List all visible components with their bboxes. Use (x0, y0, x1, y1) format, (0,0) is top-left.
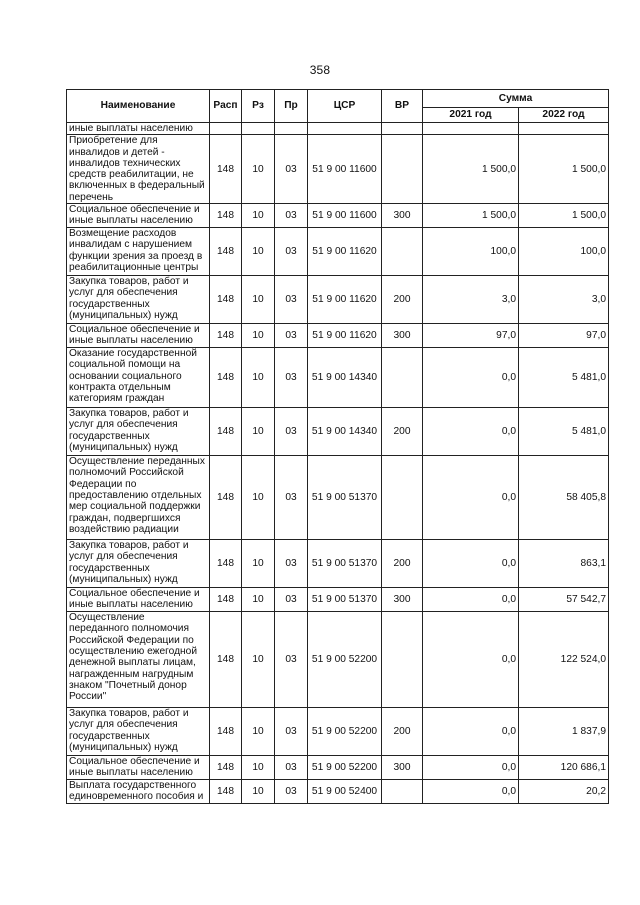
row-pr-cell: 03 (275, 612, 308, 708)
row-csr-cell: 51 9 00 52200 (308, 612, 382, 708)
row-2022-cell: 120 686,1 (519, 756, 609, 780)
row-name-cell: Осуществление переданного полномочия Российской Федерации по осуществлению ежегодной денежной выплаты лицам, награжденным нагрудным знаком "Почетный донор России" (67, 612, 210, 708)
row-rz-cell: 10 (242, 324, 275, 348)
row-2022-cell: 57 542,7 (519, 588, 609, 612)
header-rz: Рз (242, 90, 275, 123)
row-rz-cell: 10 (242, 708, 275, 756)
row-rasp-cell: 148 (210, 780, 242, 804)
row-pr-cell: 03 (275, 408, 308, 456)
row-vr-cell: 300 (382, 324, 423, 348)
row-rz-cell: 10 (242, 456, 275, 540)
row-csr-cell: 51 9 00 14340 (308, 408, 382, 456)
row-2021-cell: 97,0 (423, 324, 519, 348)
table-row (67, 228, 609, 276)
row-vr-cell (382, 348, 423, 408)
row-2021-cell: 1 500,0 (423, 135, 519, 204)
row-csr-cell: 51 9 00 11600 (308, 135, 382, 204)
table-row (67, 204, 609, 228)
row-rasp-cell: 148 (210, 324, 242, 348)
row-vr-cell: 300 (382, 756, 423, 780)
row-pr-cell: 03 (275, 228, 308, 276)
header-name: Наименование (67, 90, 210, 123)
row-pr-cell: 03 (275, 204, 308, 228)
header-rasp: Расп (210, 90, 242, 123)
table-body (67, 123, 609, 804)
row-name-cell: Социальное обеспечение и иные выплаты населению (67, 588, 210, 612)
row-name-cell: Социальное обеспечение и иные выплаты населению (67, 756, 210, 780)
row-pr-cell: 03 (275, 540, 308, 588)
table-row (67, 123, 609, 135)
row-name-cell: Закупка товаров, работ и услуг для обеспечения государственных (муниципальных) нужд (67, 408, 210, 456)
header-sum: Сумма (423, 90, 609, 108)
row-rasp-cell: 148 (210, 228, 242, 276)
row-rasp-cell: 148 (210, 756, 242, 780)
row-rz-cell: 10 (242, 276, 275, 324)
row-rz-cell (242, 123, 275, 135)
row-rasp-cell: 148 (210, 348, 242, 408)
row-rz-cell: 10 (242, 588, 275, 612)
row-rz-cell: 10 (242, 540, 275, 588)
table-row (67, 408, 609, 456)
row-2021-cell: 0,0 (423, 612, 519, 708)
table-row (67, 708, 609, 756)
row-pr-cell: 03 (275, 324, 308, 348)
row-2021-cell: 100,0 (423, 228, 519, 276)
table-row (67, 276, 609, 324)
row-vr-cell (382, 228, 423, 276)
row-2022-cell: 100,0 (519, 228, 609, 276)
row-2021-cell: 1 500,0 (423, 204, 519, 228)
row-2022-cell: 20,2 (519, 780, 609, 804)
row-2021-cell: 0,0 (423, 708, 519, 756)
row-csr-cell: 51 9 00 52400 (308, 780, 382, 804)
table-row (67, 612, 609, 708)
table-row (67, 324, 609, 348)
row-csr-cell: 51 9 00 11620 (308, 324, 382, 348)
row-vr-cell: 300 (382, 204, 423, 228)
page-number: 358 (309, 63, 331, 77)
row-pr-cell: 03 (275, 588, 308, 612)
row-2022-cell: 863,1 (519, 540, 609, 588)
row-pr-cell: 03 (275, 348, 308, 408)
row-rz-cell: 10 (242, 228, 275, 276)
table-row (67, 135, 609, 204)
row-vr-cell: 200 (382, 540, 423, 588)
row-2022-cell: 5 481,0 (519, 408, 609, 456)
row-pr-cell (275, 123, 308, 135)
row-2021-cell (423, 123, 519, 135)
header-pr: Пр (275, 90, 308, 123)
row-2021-cell: 0,0 (423, 348, 519, 408)
row-pr-cell: 03 (275, 708, 308, 756)
row-rasp-cell: 148 (210, 204, 242, 228)
table-row (67, 588, 609, 612)
row-vr-cell: 300 (382, 588, 423, 612)
row-csr-cell: 51 9 00 11600 (308, 204, 382, 228)
row-name-cell: Приобретение для инвалидов и детей - инвалидов технических средств реабилитации, не включенных в федеральный перечень (67, 135, 210, 204)
row-csr-cell: 51 9 00 14340 (308, 348, 382, 408)
row-name-cell: Оказание государственной социальной помощи на основании социального контракта отдельным категориям граждан (67, 348, 210, 408)
row-name-cell: Выплата государственного единовременного пособия и (67, 780, 210, 804)
row-rz-cell: 10 (242, 756, 275, 780)
row-2022-cell (519, 123, 609, 135)
row-2021-cell: 0,0 (423, 756, 519, 780)
header-year-2022: 2022 год (519, 108, 609, 123)
row-2022-cell: 1 837,9 (519, 708, 609, 756)
row-rasp-cell: 148 (210, 456, 242, 540)
row-rz-cell: 10 (242, 135, 275, 204)
table-row (67, 540, 609, 588)
row-csr-cell: 51 9 00 51370 (308, 540, 382, 588)
row-2021-cell: 0,0 (423, 456, 519, 540)
row-2021-cell: 0,0 (423, 540, 519, 588)
row-name-cell: Возмещение расходов инвалидам с нарушением функции зрения за проезд в реабилитационные центры (67, 228, 210, 276)
row-rasp-cell: 148 (210, 135, 242, 204)
row-csr-cell: 51 9 00 52200 (308, 756, 382, 780)
row-2022-cell: 97,0 (519, 324, 609, 348)
row-name-cell: Закупка товаров, работ и услуг для обеспечения государственных (муниципальных) нужд (67, 276, 210, 324)
row-rz-cell: 10 (242, 348, 275, 408)
row-name-cell: Осуществление переданных полномочий Российской Федерации по предоставлению отдельных мер социальной поддержки граждан, подвергшихся воздействию радиации (67, 456, 210, 540)
table-row (67, 756, 609, 780)
row-2022-cell: 3,0 (519, 276, 609, 324)
row-name-cell: Социальное обеспечение и иные выплаты населению (67, 204, 210, 228)
table-row (67, 456, 609, 540)
row-csr-cell: 51 9 00 11620 (308, 276, 382, 324)
header-year-2021: 2021 год (423, 108, 519, 123)
row-2021-cell: 0,0 (423, 780, 519, 804)
row-2021-cell: 0,0 (423, 408, 519, 456)
row-csr-cell (308, 123, 382, 135)
row-vr-cell (382, 780, 423, 804)
row-rasp-cell: 148 (210, 588, 242, 612)
row-rasp-cell (210, 123, 242, 135)
row-2021-cell: 3,0 (423, 276, 519, 324)
row-name-cell: Закупка товаров, работ и услуг для обеспечения государственных (муниципальных) нужд (67, 540, 210, 588)
row-2021-cell: 0,0 (423, 588, 519, 612)
row-rasp-cell: 148 (210, 540, 242, 588)
row-vr-cell (382, 456, 423, 540)
row-vr-cell: 200 (382, 276, 423, 324)
row-rz-cell: 10 (242, 780, 275, 804)
row-2022-cell: 1 500,0 (519, 204, 609, 228)
header-vr: ВР (382, 90, 423, 123)
row-name-cell: иные выплаты населению (67, 123, 210, 135)
budget-table (66, 89, 609, 804)
row-rz-cell: 10 (242, 612, 275, 708)
row-vr-cell (382, 123, 423, 135)
row-rz-cell: 10 (242, 408, 275, 456)
row-2022-cell: 1 500,0 (519, 135, 609, 204)
table-row (67, 780, 609, 804)
row-pr-cell: 03 (275, 756, 308, 780)
row-pr-cell: 03 (275, 780, 308, 804)
row-rz-cell: 10 (242, 204, 275, 228)
row-rasp-cell: 148 (210, 612, 242, 708)
row-vr-cell (382, 135, 423, 204)
row-pr-cell: 03 (275, 135, 308, 204)
row-pr-cell: 03 (275, 276, 308, 324)
row-name-cell: Социальное обеспечение и иные выплаты населению (67, 324, 210, 348)
row-rasp-cell: 148 (210, 408, 242, 456)
row-rasp-cell: 148 (210, 276, 242, 324)
row-2022-cell: 58 405,8 (519, 456, 609, 540)
row-pr-cell: 03 (275, 456, 308, 540)
row-csr-cell: 51 9 00 11620 (308, 228, 382, 276)
row-2022-cell: 122 524,0 (519, 612, 609, 708)
row-name-cell: Закупка товаров, работ и услуг для обеспечения государственных (муниципальных) нужд (67, 708, 210, 756)
header-csr: ЦСР (308, 90, 382, 123)
table-row (67, 348, 609, 408)
row-vr-cell: 200 (382, 708, 423, 756)
row-vr-cell (382, 612, 423, 708)
row-rasp-cell: 148 (210, 708, 242, 756)
row-csr-cell: 51 9 00 51370 (308, 588, 382, 612)
row-csr-cell: 51 9 00 52200 (308, 708, 382, 756)
row-vr-cell: 200 (382, 408, 423, 456)
row-2022-cell: 5 481,0 (519, 348, 609, 408)
row-csr-cell: 51 9 00 51370 (308, 456, 382, 540)
